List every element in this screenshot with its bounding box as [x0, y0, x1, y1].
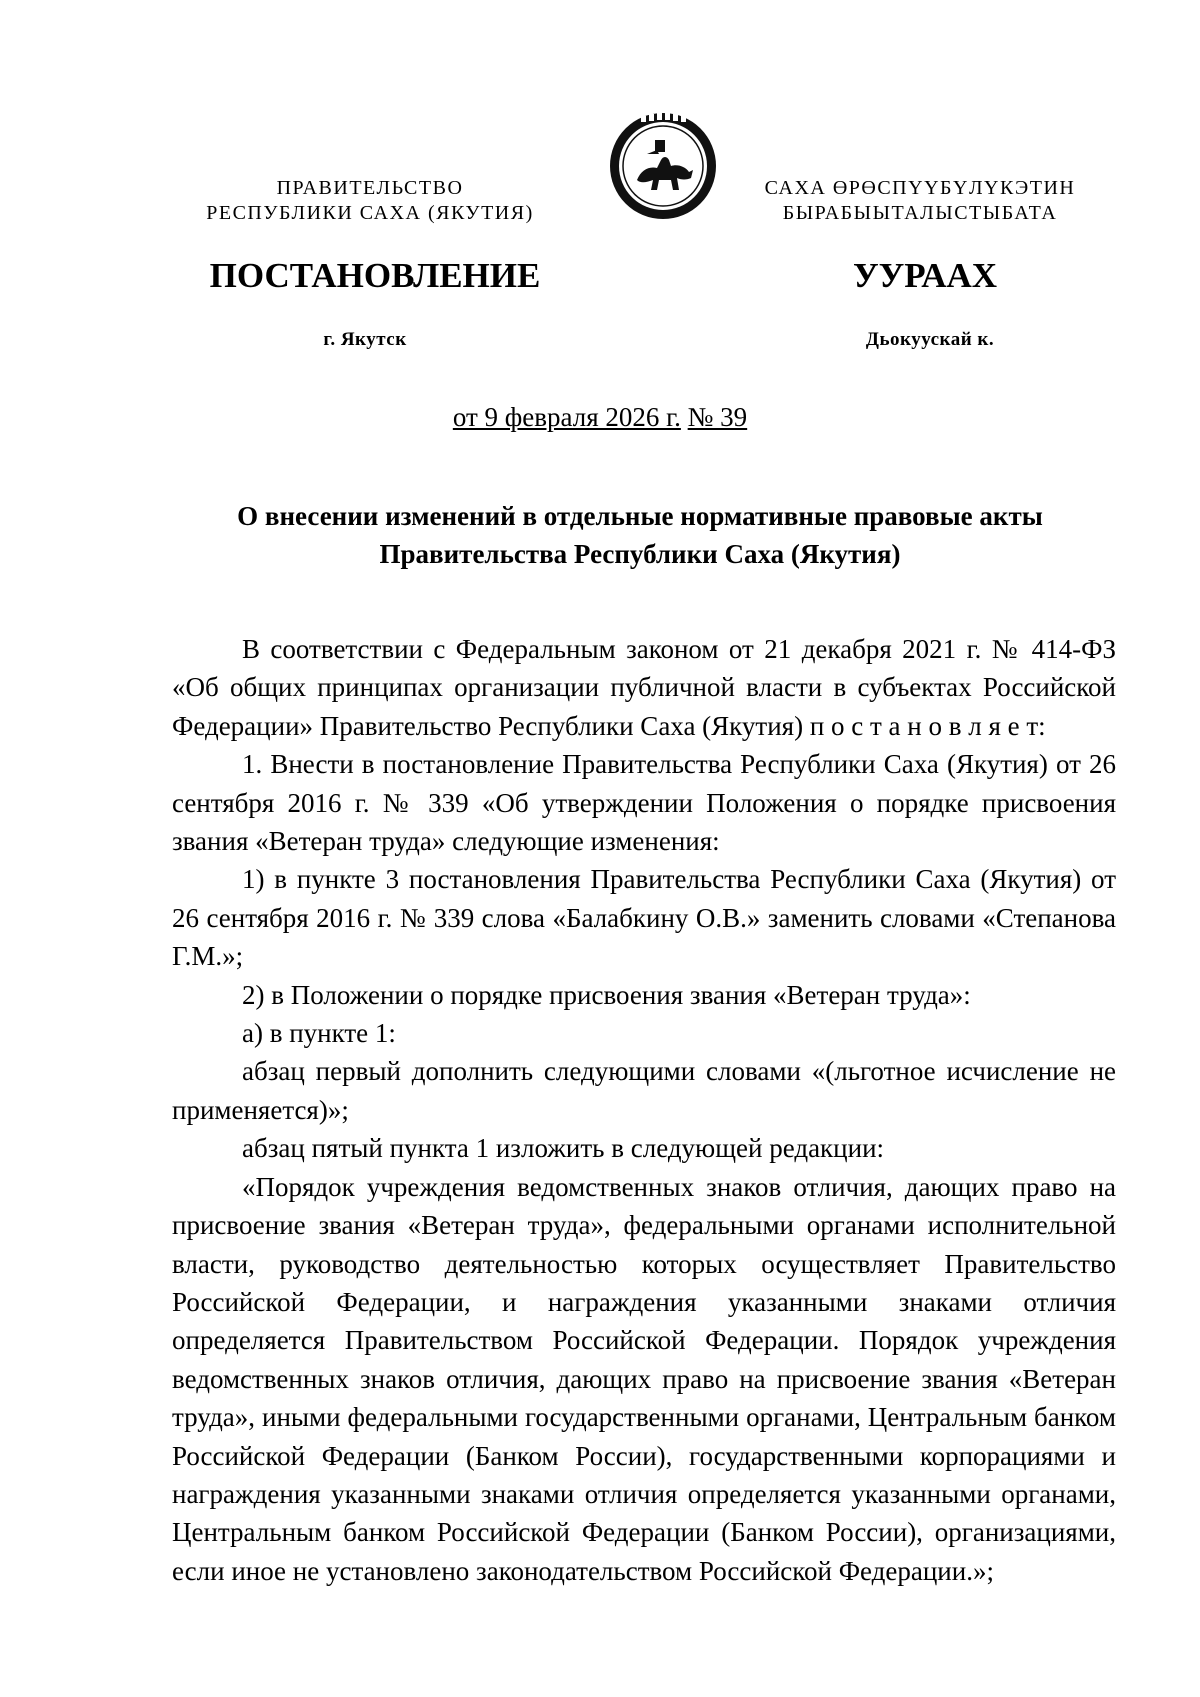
doc-type-ru: ПОСТАНОВЛЕНИЕ [209, 256, 541, 295]
document-title-line2: Правительства Республики Саха (Якутия) [379, 539, 901, 569]
body-paragraph: В соответствии с Федеральным законом от 21 декабря 2021 г. № 414-ФЗ «Об общих принципах организации публичной власти в субъектах Российской Федерации» Правительство Республики Саха (Якутия) п о с т а н о в л я е т: [172, 634, 1116, 741]
coat-of-arms-emblem-icon [607, 110, 719, 222]
header-left [180, 176, 560, 226]
body-paragraph: «Порядок учреждения ведомственных знаков отличия, дающих право на присвоение звания «Ветеран труда», федеральными органами исполнительной власти, руководство деятельностью которых осуществляет Правительство Российской Федерации, и награждения указанными знаками отличия определяется Правительством Российской Федерации. Порядок учреждения ведомственных знаков отличия, дающих право на присвоение звания «Ветеран труда», иными федеральными государственными органами, Центральным банком Российской Федерации (Банком России), государственными корпорациями и награждения указанными знаками отличия определяется указанными органами, Центральным банком Российской Федерации (Банком России), организациями, если иное не установлено законодательством Российской Федерации.»; [172, 1171, 1116, 1586]
document-number: № 39 [687, 402, 748, 432]
body-paragraph: абзац первый дополнить следующими словами «(льготное исчисление не применяется)»; [172, 1056, 1116, 1125]
header-right [740, 176, 1100, 226]
header-left-line1: ПРАВИТЕЛЬСТВО [276, 177, 464, 199]
body-paragraph: абзац пятый пункта 1 изложить в следующей редакции: [242, 1133, 885, 1164]
header-right-line2: БЫРАБЫЫТАЛЫСТЫБАТА [782, 202, 1058, 224]
city-sah: Дьокуускай к. [865, 329, 995, 350]
header-left-line2: РЕСПУБЛИКИ САХА (ЯКУТИЯ) [206, 202, 534, 224]
body-paragraph: 1. Внести в постановление Правительства Республики Саха (Якутия) от 26 сентября 2016 г. № 339 «Об утверждении Положения о порядке присвоения звания «Ветеран труда» следующие изменения: [172, 749, 1116, 857]
header-right-line1: САХА ӨРӨСПҮҮБҮЛҮКЭТИН [764, 177, 1076, 199]
date-line [0, 402, 1200, 433]
doc-type-sah: УУРААХ [852, 256, 998, 295]
document-date: от 9 февраля 2026 г. [452, 402, 681, 432]
body-paragraph: 1) в пункте 3 постановления Правительства Республики Саха (Якутия) от 26 сентября 2016 г. № 339 слова «Балабкину О.В.» заменить словами «Степанова Г.М.»; [172, 864, 1116, 972]
document-title [210, 497, 1070, 573]
city-ru: г. Якутск [323, 329, 407, 350]
body-paragraph: а) в пункте 1: [242, 1018, 396, 1049]
document-body [172, 630, 1116, 1590]
document-title-line1: О внесении изменений в отдельные нормативные правовые акты [237, 501, 1043, 531]
body-paragraph: 2) в Положении о порядке присвоения звания «Ветеран труда»: [242, 979, 971, 1010]
